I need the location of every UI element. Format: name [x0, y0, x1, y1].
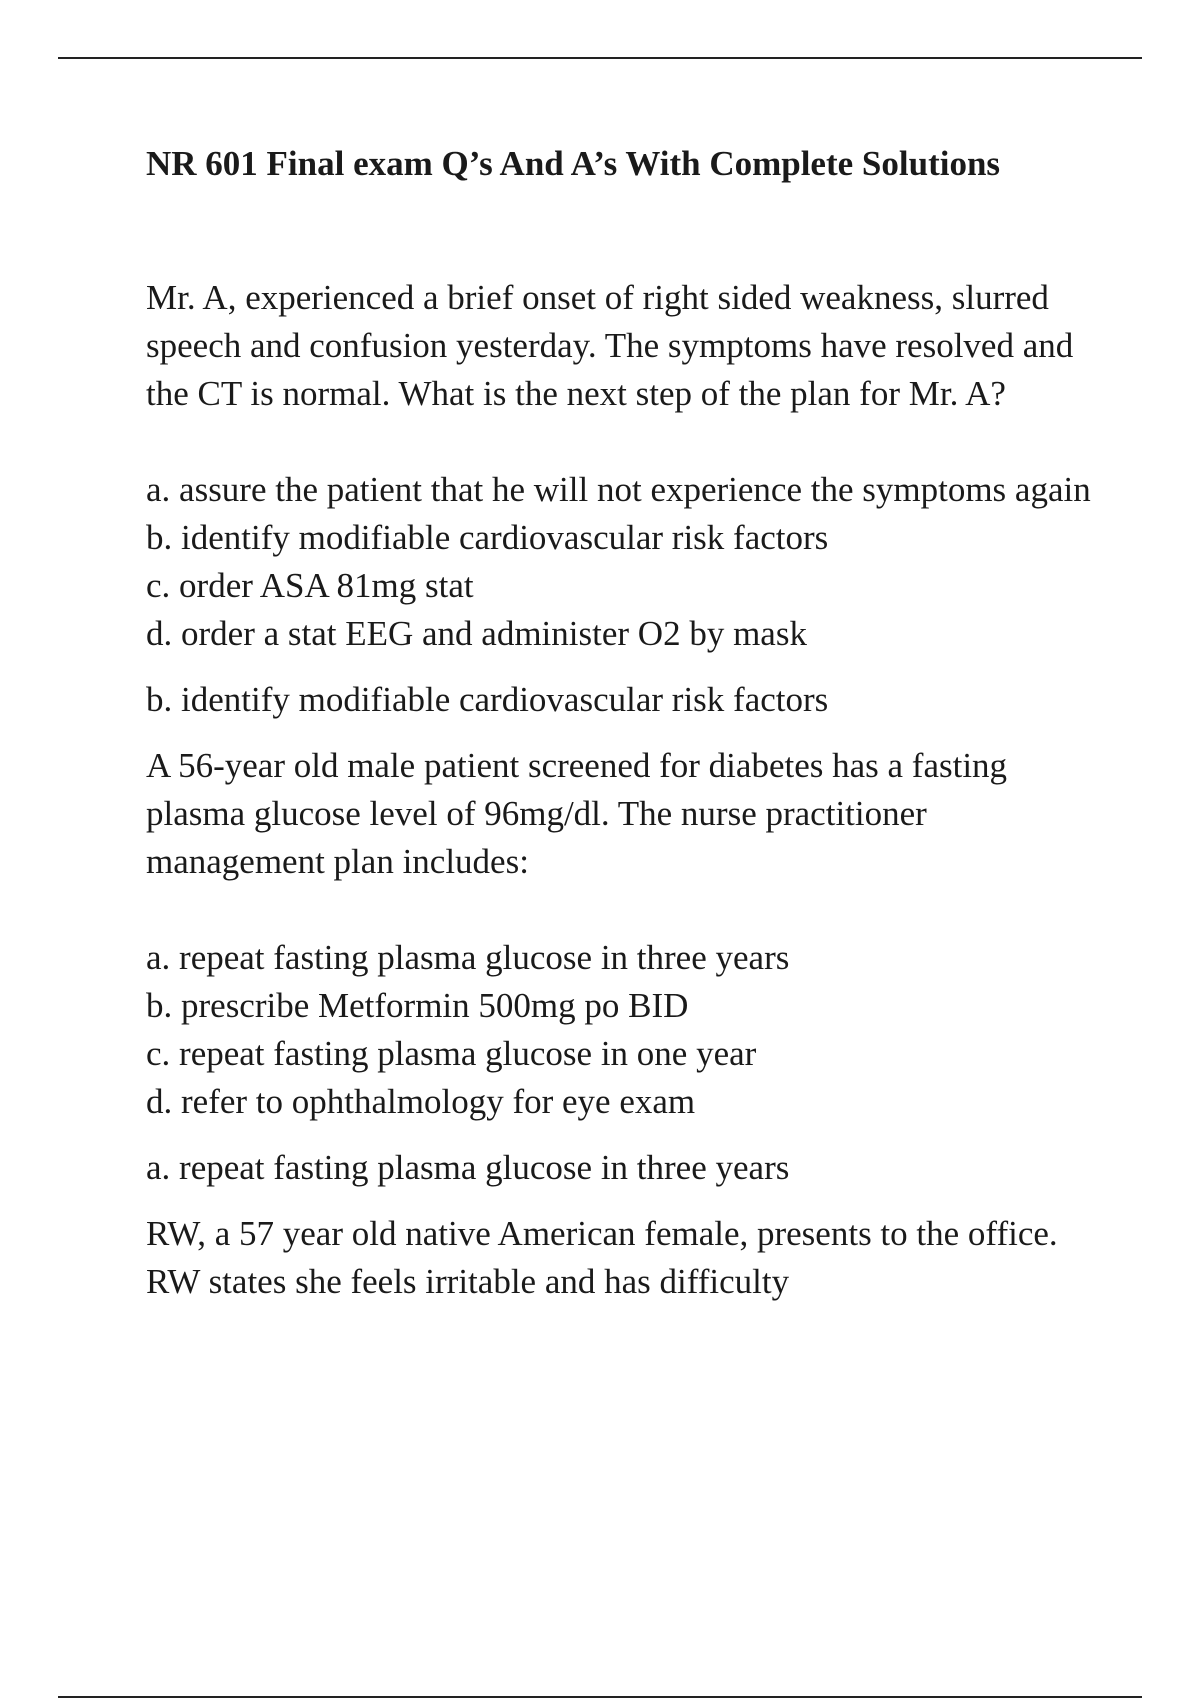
correct-answer: a. repeat fasting plasma glucose in three years — [146, 1148, 790, 1187]
document-body — [146, 140, 1096, 1306]
option-a: a. assure the patient that he will not experience the symptoms again — [146, 470, 1091, 509]
option-d: d. order a stat EEG and administer O2 by mask — [146, 614, 807, 653]
answer-options — [146, 466, 1096, 658]
option-b: b. prescribe Metformin 500mg po BID — [146, 986, 689, 1025]
qa-item-2 — [146, 742, 1096, 1192]
option-a: a. repeat fasting plasma glucose in three years — [146, 938, 790, 977]
footer-rule — [58, 1696, 1142, 1698]
answer-options — [146, 934, 1096, 1126]
qa-item-1 — [146, 274, 1096, 724]
document-title: NR 601 Final exam Q’s And A’s With Complete Solutions — [146, 144, 1001, 183]
option-c: c. repeat fasting plasma glucose in one year — [146, 1034, 757, 1073]
qa-item-3 — [146, 1210, 1096, 1306]
option-b: b. identify modifiable cardiovascular risk factors — [146, 518, 829, 557]
correct-answer: b. identify modifiable cardiovascular risk factors — [146, 680, 829, 719]
question-text: Mr. A, experienced a brief onset of right sided weakness, slurred speech and confusion yesterday. The symptoms have resolved and the CT is normal. What is the next step of the plan for Mr. A? — [146, 278, 1074, 413]
header-rule — [58, 57, 1142, 59]
option-c: c. order ASA 81mg stat — [146, 566, 474, 605]
question-text: RW, a 57 year old native American female, presents to the office. RW states she feels irritable and has difficulty — [146, 1214, 1058, 1301]
question-text: A 56-year old male patient screened for diabetes has a fasting plasma glucose level of 96mg/dl. The nurse practitioner management plan includes: — [146, 746, 1008, 881]
option-d: d. refer to ophthalmology for eye exam — [146, 1082, 696, 1121]
